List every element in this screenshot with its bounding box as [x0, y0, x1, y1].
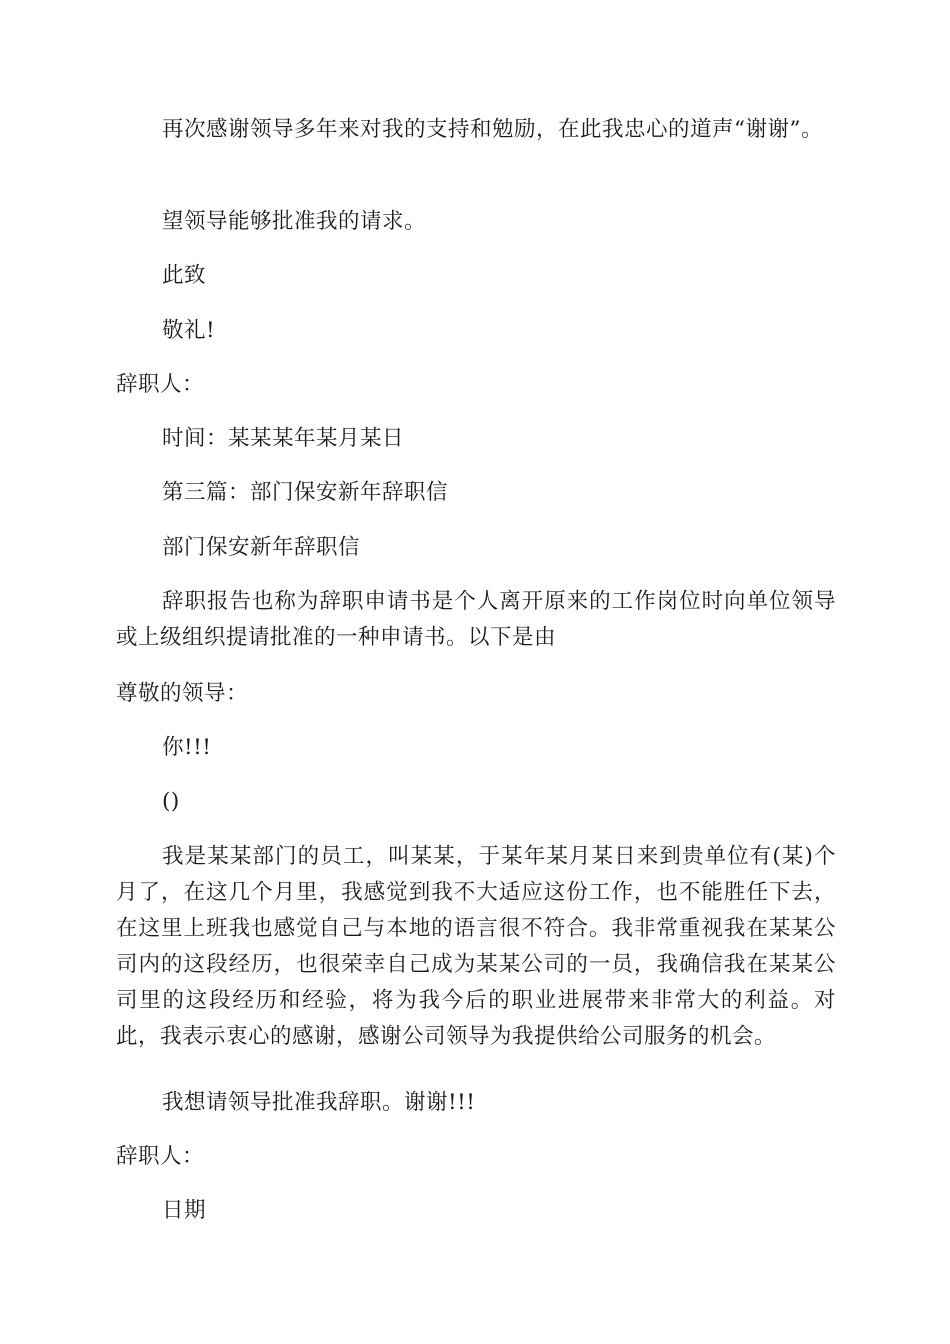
paragraph-date-2: 日期: [162, 1198, 207, 1223]
paragraph-parentheses: (): [162, 789, 180, 814]
paragraph-date: 时间：某某某年某月某日: [162, 426, 405, 451]
paragraph-salutation: 此致: [162, 263, 207, 288]
paragraph-closing-request: 我想请领导批准我辞职。谢谢!!!: [162, 1090, 476, 1115]
paragraph-regards: 敬礼!: [162, 318, 216, 343]
paragraph-signer: 辞职人：: [116, 372, 205, 397]
paragraph-body: 我是某某部门的员工，叫某某，于某年某月某日来到贵单位有(某)个月了，在这几个月里，我感觉到我不大适应这份工作，也不能胜任下去，在这里上班我也感觉自己与本地的语言很不符合。我非常重视我在某某公司内的这段经历，也很荣幸自己成为某某公司的一员，我确信我在某某公司里的这段经历和经验，将为我今后的职业进展带来非常大的利益。对此，我表示衷心的感谢，感谢公司领导为我提供给公司服务的机会。: [116, 844, 836, 1049]
paragraph-greeting: 尊敬的领导：: [116, 681, 249, 706]
paragraph-hello: 你!!!: [162, 735, 212, 760]
section-heading: 第三篇：部门保安新年辞职信: [162, 480, 449, 505]
paragraph-intro: 辞职报告也称为辞职申请书是个人离开原来的工作岗位时向单位领导或上级组织提请批准的一种申请书。以下是由: [116, 589, 836, 650]
letter-title: 部门保安新年辞职信: [162, 535, 361, 560]
paragraph-signer-2: 辞职人：: [116, 1144, 205, 1169]
paragraph-request: 望领导能够批准我的请求。: [162, 209, 427, 234]
paragraph-thanks: 再次感谢领导多年来对我的支持和勉励，在此我忠心的道声“谢谢”。: [162, 117, 823, 142]
